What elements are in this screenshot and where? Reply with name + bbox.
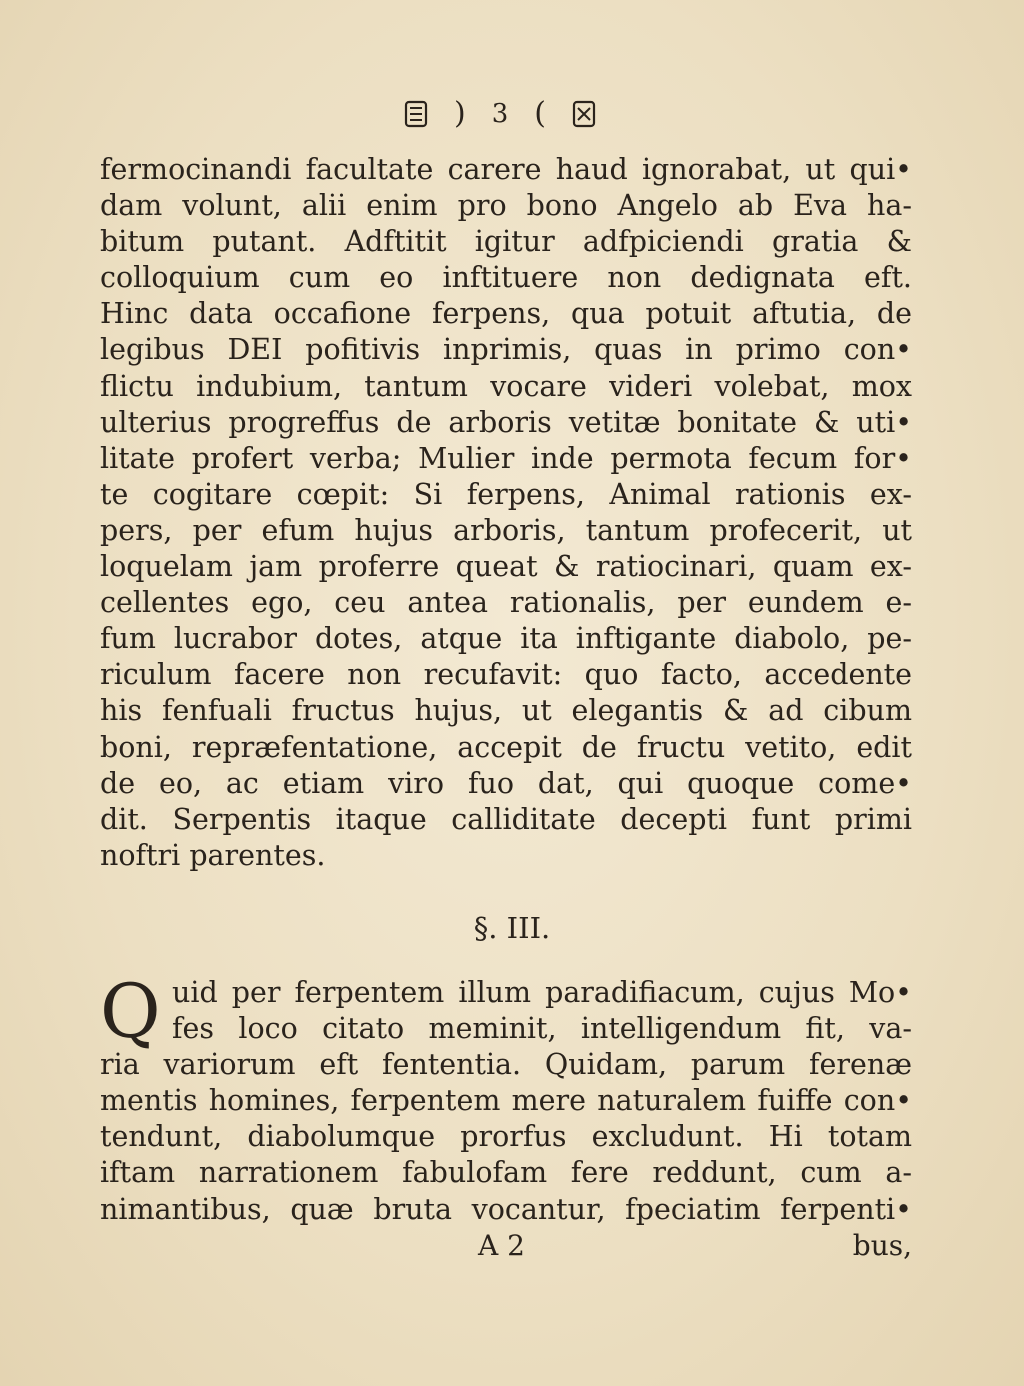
drop-cap: Q	[100, 969, 161, 1055]
text-line: fes loco citato meminit, intelligendum fit, va-	[172, 1012, 912, 1046]
text-line: iftam narrationem fabulofam fere reddunt, cum a-	[100, 1156, 912, 1190]
page-footer	[100, 1228, 912, 1268]
text-line: cellentes ego, ceu antea rationalis, per eundem e-	[100, 586, 912, 620]
paragraph-1	[100, 152, 912, 874]
text-line: legibus DEI pofitivis inprimis, quas in primo con•	[100, 333, 912, 367]
signature-mark: A 2	[478, 1229, 525, 1262]
paragraph-2	[100, 969, 912, 1228]
text-line: boni, repræfentatione, accepit de fructu vetito, edit	[100, 730, 912, 764]
text-line: litate profert verba; Mulier inde permota fecum for•	[100, 441, 912, 475]
fleuron-left-icon	[404, 99, 428, 129]
text-line: riculum facere non recufavit: quo facto, accedente	[100, 658, 912, 692]
text-line: uid per ferpentem illum paradifiacum, cujus Mo•	[172, 976, 912, 1009]
text-line: mentis homines, ferpentem mere naturalem fuiffe con•	[100, 1084, 912, 1118]
text-line: bitum putant. Adftitit igitur adfpiciendi gratia &	[100, 225, 912, 259]
fleuron-right-icon	[572, 99, 596, 129]
text-line: flictu indubium, tantum vocare videri volebat, mox	[100, 369, 912, 403]
text-line: his fenfuali fructus hujus, ut elegantis & ad cibum	[100, 694, 912, 728]
dropcap-wrap	[100, 969, 912, 1055]
text-line: fermocinandi facultate carere haud ignorabat, ut qui•	[100, 153, 912, 186]
text-line: pers, per efum hujus arboris, tantum profecerit, ut	[100, 513, 912, 547]
text-line: loquelam jam proferre queat & ratiocinari, quam ex-	[100, 550, 912, 584]
page-header	[360, 92, 640, 136]
text-line: ulterius progreffus de arboris vetitæ bonitate & uti•	[100, 405, 912, 439]
text-line: noftri parentes.	[100, 838, 326, 872]
section-heading: §. III.	[473, 911, 551, 945]
text-line: nimantibus, quæ bruta vocantur, fpeciatim ferpenti•	[100, 1192, 912, 1226]
text-line: ria variorum eft fententia. Quidam, parum ferenæ	[100, 1048, 912, 1082]
header-left-paren: )	[454, 96, 466, 131]
text-line: colloquium cum eo inftituere non dedignata eft.	[100, 261, 912, 295]
text-line: de eo, ac etiam viro fuo dat, qui quoque come•	[100, 766, 912, 800]
text-line: dit. Serpentis itaque calliditate decepti funt primi	[100, 802, 912, 836]
text-line: Hinc data occafione ferpens, qua potuit aftutia, de	[100, 297, 912, 331]
text-line: te cogitare cœpit: Si ferpens, Animal rationis ex-	[100, 477, 912, 511]
text-line: tendunt, diabolumque prorfus excludunt. Hi totam	[100, 1120, 912, 1154]
text-line: fum lucrabor dotes, atque ita inftigante diabolo, pe-	[100, 622, 912, 656]
page-number: 3	[491, 99, 509, 129]
header-right-paren: (	[534, 96, 546, 131]
text-line: dam volunt, alii enim pro bono Angelo ab Eva ha-	[100, 189, 912, 223]
catchword: bus,	[852, 1229, 912, 1262]
